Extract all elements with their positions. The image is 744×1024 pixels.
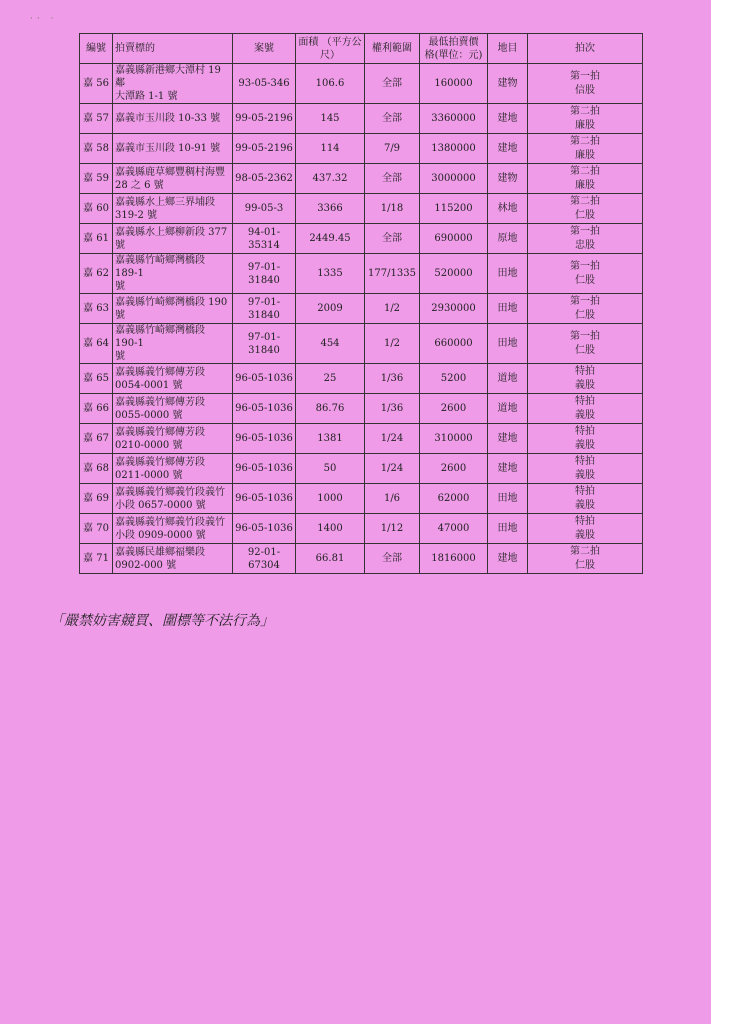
cell-round: 第二拍 廉股: [528, 164, 643, 194]
cell-land-type: 建地: [488, 424, 528, 454]
cell-case-no: 97-01-31840: [233, 324, 296, 364]
table-body: [80, 64, 643, 574]
cell-target: 嘉義縣民雄鄉福樂段 0902-000 號: [113, 544, 233, 574]
cell-min-price: 160000: [420, 64, 488, 104]
cell-land-type: 田地: [488, 294, 528, 324]
header-land-type: 地目: [488, 34, 528, 64]
cell-target: 嘉義縣義竹鄉義竹段義竹 小段 0657-0000 號: [113, 484, 233, 514]
table-row: [80, 194, 643, 224]
cell-rights: 1/36: [365, 394, 420, 424]
table-row: [80, 424, 643, 454]
table-row: [80, 134, 643, 164]
cell-area: 1400: [296, 514, 365, 544]
table-row: [80, 104, 643, 134]
table-row: [80, 454, 643, 484]
cell-min-price: 310000: [420, 424, 488, 454]
cell-id: 嘉 61: [80, 224, 113, 254]
cell-case-no: 96-05-1036: [233, 454, 296, 484]
cell-min-price: 3000000: [420, 164, 488, 194]
cell-rights: 1/24: [365, 454, 420, 484]
cell-case-no: 96-05-1036: [233, 364, 296, 394]
cell-land-type: 原地: [488, 224, 528, 254]
cell-round: 第一拍 忠股: [528, 224, 643, 254]
cell-rights: 全部: [365, 104, 420, 134]
cell-case-no: 98-05-2362: [233, 164, 296, 194]
cell-land-type: 建物: [488, 164, 528, 194]
cell-id: 嘉 57: [80, 104, 113, 134]
cell-min-price: 660000: [420, 324, 488, 364]
header-min-price: 最低拍賣價 格(單位：元): [420, 34, 488, 64]
cell-rights: 1/24: [365, 424, 420, 454]
cell-case-no: 99-05-2196: [233, 104, 296, 134]
cell-round: 第一拍 仁股: [528, 294, 643, 324]
cell-min-price: 2600: [420, 454, 488, 484]
cell-area: 1381: [296, 424, 365, 454]
cell-case-no: 97-01-31840: [233, 294, 296, 324]
cell-land-type: 田地: [488, 514, 528, 544]
cell-id: 嘉 68: [80, 454, 113, 484]
cell-case-no: 92-01-67304: [233, 544, 296, 574]
cell-target: 嘉義縣義竹鄉義竹段義竹 小段 0909-0000 號: [113, 514, 233, 544]
cell-round: 第二拍 仁股: [528, 544, 643, 574]
table-row: [80, 484, 643, 514]
cell-round: 特拍 義股: [528, 424, 643, 454]
cell-area: 2009: [296, 294, 365, 324]
cell-case-no: 94-01-35314: [233, 224, 296, 254]
cell-min-price: 1380000: [420, 134, 488, 164]
cell-area: 25: [296, 364, 365, 394]
scan-speckles: ·· ·: [30, 14, 58, 24]
cell-area: 145: [296, 104, 365, 134]
cell-id: 嘉 60: [80, 194, 113, 224]
cell-id: 嘉 67: [80, 424, 113, 454]
cell-target: 嘉義縣義竹鄉傳芳段 0211-0000 號: [113, 454, 233, 484]
cell-min-price: 2930000: [420, 294, 488, 324]
auction-table: [79, 33, 643, 574]
cell-case-no: 96-05-1036: [233, 484, 296, 514]
cell-target: 嘉義縣義竹鄉傳芳段 0054-0001 號: [113, 364, 233, 394]
cell-rights: 1/18: [365, 194, 420, 224]
cell-land-type: 建地: [488, 544, 528, 574]
table-row: [80, 514, 643, 544]
cell-rights: 1/2: [365, 294, 420, 324]
header-target: 拍賣標的: [113, 34, 233, 64]
cell-round: 第一拍 信股: [528, 64, 643, 104]
cell-min-price: 3360000: [420, 104, 488, 134]
cell-area: 1335: [296, 254, 365, 294]
cell-land-type: 道地: [488, 364, 528, 394]
cell-case-no: 99-05-3: [233, 194, 296, 224]
cell-area: 114: [296, 134, 365, 164]
cell-rights: 全部: [365, 544, 420, 574]
cell-id: 嘉 64: [80, 324, 113, 364]
table-row: [80, 294, 643, 324]
header-id: 編號: [80, 34, 113, 64]
cell-area: 106.6: [296, 64, 365, 104]
cell-round: 第二拍 廉股: [528, 104, 643, 134]
cell-land-type: 建地: [488, 104, 528, 134]
cell-round: 特拍 義股: [528, 454, 643, 484]
cell-target: 嘉義縣水上鄉柳新段 377 號: [113, 224, 233, 254]
cell-rights: 1/12: [365, 514, 420, 544]
header-case-no: 案號: [233, 34, 296, 64]
cell-land-type: 建地: [488, 454, 528, 484]
cell-case-no: 96-05-1036: [233, 394, 296, 424]
cell-area: 454: [296, 324, 365, 364]
auction-table-container: [79, 33, 643, 574]
table-row: [80, 394, 643, 424]
cell-round: 特拍 義股: [528, 514, 643, 544]
cell-land-type: 林地: [488, 194, 528, 224]
cell-min-price: 62000: [420, 484, 488, 514]
cell-id: 嘉 65: [80, 364, 113, 394]
cell-rights: 1/6: [365, 484, 420, 514]
header-area: 面積 （平方公尺）: [296, 34, 365, 64]
cell-min-price: 5200: [420, 364, 488, 394]
cell-target: 嘉義市玉川段 10-33 號: [113, 104, 233, 134]
cell-area: 50: [296, 454, 365, 484]
cell-case-no: 96-05-1036: [233, 514, 296, 544]
cell-rights: 全部: [365, 64, 420, 104]
cell-target: 嘉義縣竹崎鄉灣橋段 190 號: [113, 294, 233, 324]
cell-target: 嘉義縣義竹鄉傳芳段 0055-0000 號: [113, 394, 233, 424]
cell-case-no: 96-05-1036: [233, 424, 296, 454]
cell-id: 嘉 63: [80, 294, 113, 324]
table-row: [80, 254, 643, 294]
cell-rights: 1/36: [365, 364, 420, 394]
cell-min-price: 1816000: [420, 544, 488, 574]
cell-target: 嘉義市玉川段 10-91 號: [113, 134, 233, 164]
cell-id: 嘉 69: [80, 484, 113, 514]
cell-area: 3366: [296, 194, 365, 224]
cell-rights: 7/9: [365, 134, 420, 164]
cell-area: 2449.45: [296, 224, 365, 254]
header-rights: 權利範圍: [365, 34, 420, 64]
table-row: [80, 324, 643, 364]
cell-target: 嘉義縣新港鄉大潭村 19 鄰 大潭路 1-1 號: [113, 64, 233, 104]
cell-case-no: 97-01-31840: [233, 254, 296, 294]
cell-id: 嘉 70: [80, 514, 113, 544]
cell-id: 嘉 62: [80, 254, 113, 294]
header-round: 拍次: [528, 34, 643, 64]
cell-id: 嘉 58: [80, 134, 113, 164]
cell-target: 嘉義縣竹崎鄉灣橋段 189-1 號: [113, 254, 233, 294]
table-header-row: [80, 34, 643, 64]
cell-land-type: 田地: [488, 254, 528, 294]
cell-min-price: 690000: [420, 224, 488, 254]
legal-notice: 「嚴禁妨害競買、圍標等不法行為」: [50, 613, 274, 629]
cell-target: 嘉義縣義竹鄉傳芳段 0210-0000 號: [113, 424, 233, 454]
table-row: [80, 164, 643, 194]
cell-round: 第二拍 仁股: [528, 194, 643, 224]
table-row: [80, 544, 643, 574]
cell-area: 66.81: [296, 544, 365, 574]
cell-target: 嘉義縣水上鄉三界埔段 319-2 號: [113, 194, 233, 224]
cell-round: 特拍 義股: [528, 394, 643, 424]
cell-land-type: 建地: [488, 134, 528, 164]
cell-land-type: 田地: [488, 484, 528, 514]
cell-rights: 177/1335: [365, 254, 420, 294]
table-row: [80, 64, 643, 104]
cell-land-type: 道地: [488, 394, 528, 424]
cell-round: 特拍 義股: [528, 364, 643, 394]
cell-min-price: 2600: [420, 394, 488, 424]
cell-rights: 全部: [365, 224, 420, 254]
cell-min-price: 520000: [420, 254, 488, 294]
table-row: [80, 364, 643, 394]
cell-area: 86.76: [296, 394, 365, 424]
cell-id: 嘉 71: [80, 544, 113, 574]
cell-land-type: 建物: [488, 64, 528, 104]
cell-id: 嘉 66: [80, 394, 113, 424]
cell-case-no: 99-05-2196: [233, 134, 296, 164]
cell-target: 嘉義縣鹿草鄉豐稠村海豐 28 之 6 號: [113, 164, 233, 194]
cell-min-price: 115200: [420, 194, 488, 224]
cell-round: 第二拍 廉股: [528, 134, 643, 164]
cell-rights: 1/2: [365, 324, 420, 364]
cell-land-type: 田地: [488, 324, 528, 364]
cell-round: 第一拍 仁股: [528, 254, 643, 294]
cell-round: 第一拍 仁股: [528, 324, 643, 364]
cell-min-price: 47000: [420, 514, 488, 544]
cell-area: 1000: [296, 484, 365, 514]
cell-area: 437.32: [296, 164, 365, 194]
table-row: [80, 224, 643, 254]
cell-rights: 全部: [365, 164, 420, 194]
cell-case-no: 93-05-346: [233, 64, 296, 104]
cell-id: 嘉 56: [80, 64, 113, 104]
cell-round: 特拍 義股: [528, 484, 643, 514]
cell-target: 嘉義縣竹崎鄉灣橋段 190-1 號: [113, 324, 233, 364]
cell-id: 嘉 59: [80, 164, 113, 194]
